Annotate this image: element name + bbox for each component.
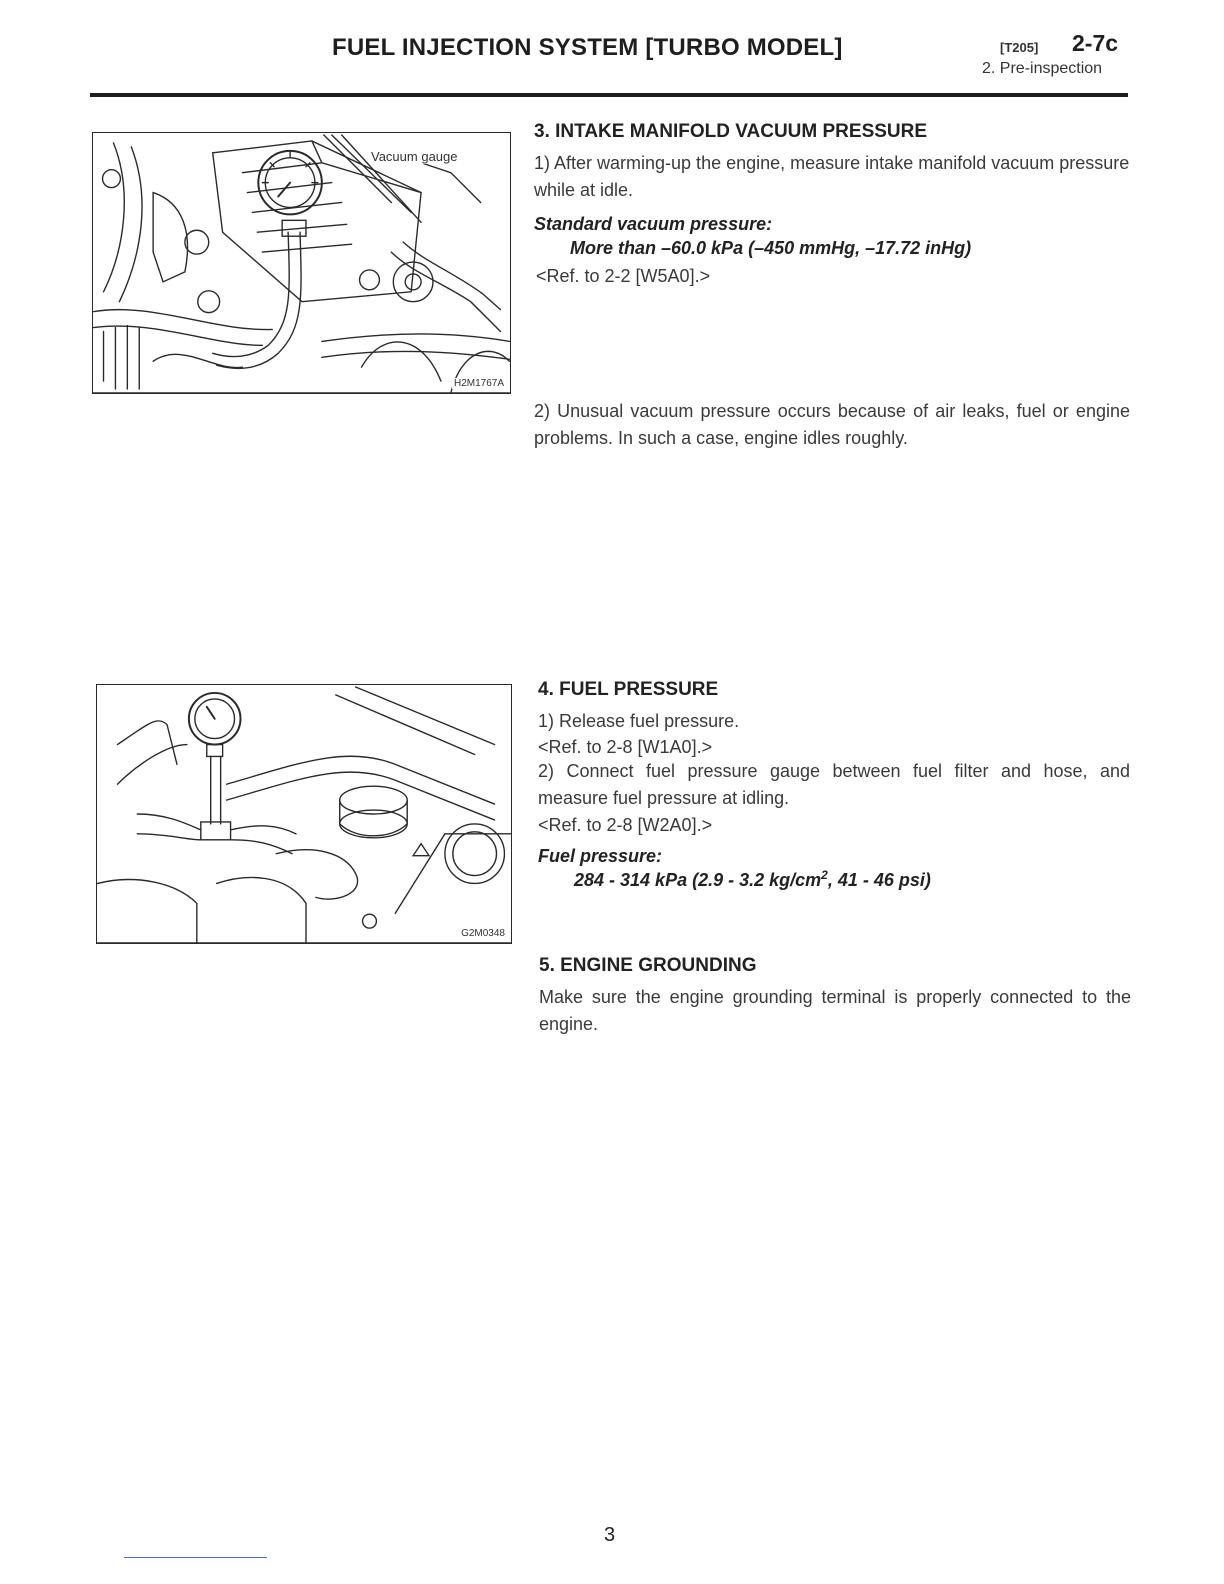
subsection-title: 2. Pre-inspection xyxy=(982,60,1103,77)
engine-vacuum-gauge-illustration xyxy=(93,133,510,393)
fuel-spec-superscript: 2 xyxy=(821,868,828,882)
section-code: [T205] xyxy=(1000,40,1039,55)
section-heading-fuel: 4. FUEL PRESSURE xyxy=(538,679,719,700)
footer-rule xyxy=(124,1557,267,1558)
fuel-spec-value xyxy=(574,868,931,891)
section-heading-intake: 3. INTAKE MANIFOLD VACUUM PRESSURE xyxy=(534,121,928,142)
header-rule xyxy=(90,93,1128,97)
figure-vacuum-gauge xyxy=(92,132,511,394)
fuel-step-1: 1) Release fuel pressure. xyxy=(538,711,740,731)
fuel-pressure-gauge-illustration xyxy=(97,685,511,943)
fuel-spec-value-tail: , 41 - 46 psi) xyxy=(827,870,931,890)
intake-reference: <Ref. to 2-2 [W5A0].> xyxy=(536,266,711,286)
intake-spec-value: More than –60.0 kPa (–450 mmHg, –17.72 inHg) xyxy=(570,238,972,258)
intake-step-1: 1) After warming-up the engine, measure intake manifold vacuum pressure while at idle. xyxy=(534,153,1130,200)
figure-code: H2M1767A xyxy=(453,378,504,389)
vacuum-gauge-label: Vacuum gauge xyxy=(371,149,458,164)
section-heading-grounding: 5. ENGINE GROUNDING xyxy=(539,955,757,976)
fuel-spec-label: Fuel pressure: xyxy=(538,846,663,866)
figure-fuel-pressure-gauge xyxy=(96,684,512,944)
page-number: 3 xyxy=(604,1524,616,1546)
fuel-step-2: 2) Connect fuel pressure gauge between fuel filter and hose, and measure fuel pressure at idling. xyxy=(538,761,1130,808)
page-reference: 2-7c xyxy=(1072,30,1119,56)
grounding-text: Make sure the engine grounding terminal is properly connected to the engine. xyxy=(539,987,1131,1034)
intake-spec-label: Standard vacuum pressure: xyxy=(534,214,773,234)
intake-step-2: 2) Unusual vacuum pressure occurs because of air leaks, fuel or engine problems. In such a case, engine idles roughly. xyxy=(534,401,1130,448)
fuel-spec-value-main: 284 - 314 kPa (2.9 - 3.2 kg/cm xyxy=(574,870,822,890)
figure-code: G2M0348 xyxy=(461,928,505,939)
fuel-reference-1: <Ref. to 2-8 [W1A0].> xyxy=(538,737,713,757)
page-title: FUEL INJECTION SYSTEM [TURBO MODEL] xyxy=(332,34,843,61)
fuel-reference-2: <Ref. to 2-8 [W2A0].> xyxy=(538,815,713,835)
